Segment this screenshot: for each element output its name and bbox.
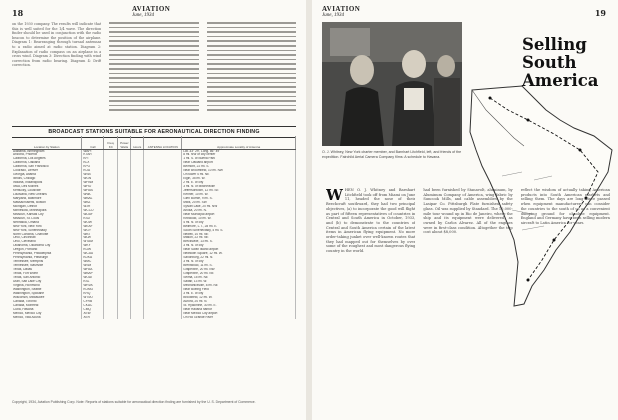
header-antenna: ANTENNA LOCATION [144, 136, 182, 149]
station-name: Texas, Fort Worth [12, 272, 82, 276]
station-name: Massachusetts, Boston [12, 201, 82, 205]
magazine-header-left [132, 5, 170, 18]
station-call: CMQ [82, 308, 104, 312]
drop-cap: W [326, 188, 343, 204]
station-location: Near Mexico City airport [182, 312, 296, 316]
page-number-right: 19 [594, 8, 606, 18]
station-hours [131, 316, 144, 320]
magazine-header-right [322, 5, 360, 18]
station-location: Mechanicsville, 8 mi. NE [182, 284, 296, 288]
station-name: New York, New York [12, 225, 82, 229]
magazine-title-left: AVIATION [132, 5, 171, 13]
station-call: WRVA [82, 284, 104, 288]
station-call: WBZ [82, 201, 104, 205]
station-location: Kirkwood, 10 mi. W. [182, 217, 296, 221]
station-call: WDAF [82, 213, 104, 217]
aviators-photo [322, 22, 462, 146]
station-call: KPO [82, 165, 104, 169]
station-name: Canada, Montreal [12, 304, 82, 308]
lead-text: on the 1930 company. The results will indicate that this is well suited for the 1/4 wave. The direction finder should be used in conjunction with the radio beacon to determine the position of the airplane. Diagram 1: Rearranging through turnad antennas to a radio aimed at radio station. Diagram 2: Explanation of radio compass on an airplane in a cross wind. Diagram 3: Direction finding with wind correction from radio bearing. Diagram 4: Drift correction. [12, 22, 102, 68]
station-call: WMC [82, 260, 104, 264]
station-location: South Schenectady, 4 mi. S. [182, 229, 296, 233]
station-name: Missouri, Kansas City [12, 213, 82, 217]
station-name: Oregon, Portland [12, 248, 82, 252]
station-name: Iowa, Des Moines [12, 185, 82, 189]
station-location: Brecksville, 13 mi. S. [182, 240, 296, 244]
station-call: WEAF [82, 225, 104, 229]
article-column-1-text: HEN O. J. Whitney and Barnhart Litchfield took off from Miami on June 11, headed the nose of their Beechcraft southward, they had two principal objectives, (a) to incorporate the good will flight as part of fifteen representatives of countries in Central and South America in October, 1933, and (b) to demonstrate to the countries of Central and South America certain of the latest items in American flying equipment. No more order-taking junket over well-known routes that they had mapped out for themselves by over some of the roughest and most dangerous flying country in the world. [326, 188, 416, 254]
station-call: WGN [82, 177, 104, 181]
station-location: Jeffersontown, 12 mi. SE [182, 189, 296, 193]
station-location: Bellmore, L. I., 28 mi. E. [182, 225, 296, 229]
station-name: Georgia, Atlanta [12, 173, 82, 177]
station-name: Texas, San Antonio [12, 276, 82, 280]
station-call: WOAI [82, 276, 104, 280]
issue-date-right: June, 1934 [322, 13, 344, 18]
station-call: WSB [82, 173, 104, 177]
station-call: KHQ [82, 292, 104, 296]
lead-text-continued [109, 22, 198, 122]
station-name: Colorado, Denver [12, 169, 82, 173]
station-call: WHAS [82, 189, 104, 193]
station-call: KFI [82, 157, 104, 161]
station-call: WHO [82, 185, 104, 189]
photo-caption: O. J. Whitney, New York charter member, and Barnhart Litchfield, left, and friends of the expedition. Fairchild Aerial Camera Company films: A schedule to Havana. [322, 150, 462, 159]
table-title: BROADCAST STATIONS SUITABLE FOR AERONAUTICAL DIRECTION FINDING [12, 126, 296, 138]
table-header-row [12, 136, 296, 149]
station-power [118, 316, 131, 320]
station-location: On tower 4 mi. NE [182, 173, 296, 177]
aviators-photo-image [322, 22, 462, 146]
station-call: KTAR [82, 153, 104, 157]
station-name: Arizona, Phoenix [12, 153, 82, 157]
station-location: Near Oakland airport [182, 161, 296, 165]
station-name: Ohio, Cleveland [12, 240, 82, 244]
station-location: Saltair, 13 mi. W. [182, 280, 296, 284]
station-location: Lat. 33° 29', Long. 86° 49' [182, 149, 296, 153]
station-name: Canada, Toronto [12, 300, 82, 304]
station-call: WFBM [82, 181, 104, 185]
station-name: Tennessee, Nashville [12, 264, 82, 268]
article-column-3: reflect the wisdom of actually taking American products into South American markets and selling them. The days are long since passed when equipment manufacturers can consider the countries to the south of us as a convenient dumping ground for obsolete equipment. England and Germany have been selling modern aircraft to Latin America for years. [520, 188, 610, 225]
station-location: Near Boeing Field [182, 288, 296, 292]
station-name: Minnesota, Minneapolis [12, 209, 82, 213]
article-column-2: had been furnished by Stanavolt, aluminum, by Aluminum Company of America, wing fabric by Suncook Mills, and cable assemblies by the Lasipar Co. Pittsburgh Plate furnished safety glass. Oil was supplied by Standard. The 10,000-mile tour wound up in Rio de Janeiro, where the ship and its equipment were delivered, as owned by Carlos Alvarez. All of the engines were in first-class condition. Altogether the trip cost about $8,000. [423, 188, 513, 235]
station-name: Virginia, Richmond [12, 284, 82, 288]
station-location: On Rio Grande River [182, 316, 296, 320]
station-freq [104, 316, 118, 320]
station-location: 4 mi. N. of city [182, 221, 296, 225]
station-call: KDKA [82, 256, 104, 260]
station-call: WKY [82, 244, 104, 248]
station-call: WWL [82, 193, 104, 197]
table-footer-caption: Copyright, 1934, Aviation Publishing Corp. Note: Reports of stations suitable for aeronautical direction finding are furnished by the U. S. Department of Commerce. [12, 400, 256, 404]
station-name: New York, Schenectady [12, 229, 82, 233]
station-name: California, Oakland [12, 161, 82, 165]
station-location: St. Hyacinthe, 30 mi. E. [182, 304, 296, 308]
station-name: Cuba, Havana [12, 308, 82, 312]
station-location: 1 mi. S. of Buena Park [182, 157, 296, 161]
station-call: WLW [82, 236, 104, 240]
station-name: Washington, Seattle [12, 288, 82, 292]
station-location: 8 mi. NW of city center [182, 153, 296, 157]
station-location: 3 mi. E. of city [182, 292, 296, 296]
station-call: KOA [82, 169, 104, 173]
article-column-1 [326, 188, 415, 414]
station-location: Elgin, 35 mi. W. [182, 177, 296, 181]
station-location: 3 mi. N. of city [182, 244, 296, 248]
station-location: Saxonburg, 22 mi. N. [182, 256, 296, 260]
header-location: Approximate Locality of Antenna [182, 136, 296, 149]
station-location: Grapevine, 20 mi. NW [182, 268, 296, 272]
station-name: Illinois, Chicago [12, 177, 82, 181]
station-call: WFAA [82, 268, 104, 272]
station-location: Aurora, 20 mi. N. [182, 300, 296, 304]
magazine-title-right: AVIATION [322, 5, 361, 13]
station-location: Glen Burnie, 9 mi. S. [182, 197, 296, 201]
station-name: Tennessee, Memphis [12, 260, 82, 264]
station-call: WBT [82, 233, 104, 237]
stations-table [12, 136, 296, 319]
station-call: XER [82, 316, 104, 320]
station-location: Newtown Square, 12 mi. W. [182, 252, 296, 256]
station-name: California, Los Angeles [12, 157, 82, 161]
station-name: Louisiana, New Orleans [12, 193, 82, 197]
station-name: Utah, Salt Lake City [12, 280, 82, 284]
header-station: Location by Station [12, 136, 82, 149]
header-freq: Freq. KC [104, 136, 118, 149]
station-call: WTMJ [82, 296, 104, 300]
station-call: WGY [82, 229, 104, 233]
station-location: Brentwood, 11 mi. S. [182, 264, 296, 268]
station-name: Nebraska, Omaha [12, 221, 82, 225]
station-location: Kenner, 10 mi. W. [182, 193, 296, 197]
station-location: Selma, 15 mi. NE [182, 276, 296, 280]
station-location: Grapevine, 20 mi. NE [182, 272, 296, 276]
station-call: WJR [82, 205, 104, 209]
right-page [312, 0, 618, 420]
header-call: Call [82, 136, 104, 149]
station-call: WOW [82, 221, 104, 225]
station-name: Ohio, Cincinnati [12, 236, 82, 240]
station-call: KGW [82, 248, 104, 252]
station-call: KLX [82, 161, 104, 165]
lead-text-columns [12, 22, 296, 122]
issue-date-left: June, 1934 [132, 13, 154, 18]
station-location: Mason, 22 mi. NE [182, 236, 296, 240]
station-call: CKAC [82, 304, 104, 308]
station-location: Near Broomfield, 10 mi. NW [182, 169, 296, 173]
station-location: Sylvan Lake, 20 mi. NW [182, 205, 296, 209]
article-headline: Selling South America [522, 35, 599, 90]
station-call: KOMO [82, 288, 104, 292]
station-call: CFRB [82, 300, 104, 304]
station-call: WCAU [82, 252, 104, 256]
station-call: WCCO [82, 209, 104, 213]
station-name: Oklahoma, Oklahoma City [12, 244, 82, 248]
station-name: Mexico, Mexico City [12, 312, 82, 316]
station-name: Pennsylvania, Philadelphia [12, 252, 82, 256]
station-name: Michigan, Detroit [12, 205, 82, 209]
table-row [12, 316, 296, 320]
station-location: 2 mi. E. of city [182, 181, 296, 185]
station-location: 3 mi. N. of Mitchellville [182, 185, 296, 189]
station-location: Anoka, 20 mi. N. [182, 209, 296, 213]
station-name: Maryland, Baltimore [12, 197, 82, 201]
station-location: Brookfield, 12 mi. W. [182, 296, 296, 300]
header-power: Power Watts [118, 136, 131, 149]
left-page [0, 0, 306, 420]
station-call: XEW [82, 312, 104, 316]
station-call: WBAP [82, 272, 104, 276]
station-name: North Carolina, Charlotte [12, 233, 82, 237]
station-call: WAPI [82, 149, 104, 153]
station-name: Alabama, Birmingham [12, 149, 82, 153]
station-name: Indiana, Indianapolis [12, 181, 82, 185]
station-call: KSL [82, 280, 104, 284]
station-location: Near Havana harbor [182, 308, 296, 312]
lead-text-col3 [207, 22, 296, 122]
station-name: Missouri, St. Louis [12, 217, 82, 221]
station-name: Texas, Dallas [12, 268, 82, 272]
station-name: Kentucky, Louisville [12, 189, 82, 193]
station-name: Mexico, Villa Acuna [12, 316, 82, 320]
station-antenna [144, 316, 182, 320]
station-name: Washington, Spokane [12, 292, 82, 296]
station-call: WBAL [82, 197, 104, 201]
stations-table-body [12, 149, 296, 319]
station-location: Near Swan Island airport [182, 248, 296, 252]
station-call: WSM [82, 264, 104, 268]
article-body [326, 188, 610, 414]
station-name: Pennsylvania, Pittsburgh [12, 256, 82, 260]
station-name: Wisconsin, Milwaukee [12, 296, 82, 300]
station-location: Near Municipal airport [182, 213, 296, 217]
station-location: Belmont, 22 mi. S. [182, 165, 296, 169]
station-call: WTAM [82, 240, 104, 244]
header-hours: Hours [131, 136, 144, 149]
station-location: Millis, 20 mi. SW [182, 201, 296, 205]
station-location: Newell, 10 mi. NE [182, 233, 296, 237]
station-name: California, San Francisco [12, 165, 82, 169]
page-number-left: 18 [12, 8, 24, 18]
station-call: KSD [82, 217, 104, 221]
station-location: 3 mi. N. of city [182, 260, 296, 264]
